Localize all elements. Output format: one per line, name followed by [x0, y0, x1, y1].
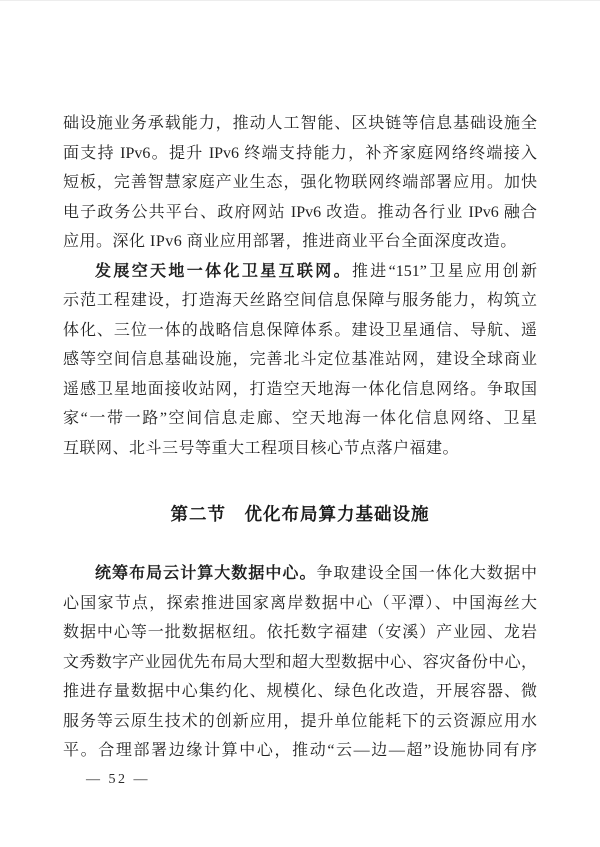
text-line: 遥感卫星地面接收站网，打造空天地海一体化信息网络。争取国 [63, 380, 537, 398]
text-line: 推进存量数据中心集约化、规模化、绿色化改造，开展容器、微 [63, 683, 537, 700]
bold-lead-datacenter: 统筹布局云计算大数据中心。 [95, 565, 317, 582]
text-line: 示范工程建设，打造海天丝路空间信息保障与服务能力，构筑立 [63, 292, 537, 309]
lead-rest-text: 争取建设全国一体化大数据中 [316, 565, 537, 582]
text-line: 心国家节点，探索推进国家离岸数据中心（平潭）、中国海丝大 [63, 594, 537, 612]
text-line: 互联网、北斗三号等重大工程项目核心节点落户福建。 [63, 439, 460, 457]
text-line: 服务等云原生技术的创新应用，提升单位能耗下的云资源应用水 [63, 712, 537, 730]
text-line: 短板，完善智慧家庭产业生态，强化物联网终端部署应用。加快 [63, 174, 537, 191]
section-heading: 第二节 优化布局算力基础设施 [170, 504, 430, 524]
paragraph-satellite-internet [63, 257, 537, 464]
bold-lead-satellite: 发展空天地一体化卫星互联网。 [95, 262, 352, 280]
text-line: 感等空间信息基础设施，完善北斗定位基准站网，建设全球商业 [63, 351, 537, 368]
text-line: 平。合理部署边缘计算中心，推动“云—边—超”设施协同有序 [63, 742, 537, 759]
text-line: 应用。深化 IPv6 商业应用部署，推进商业平台全面深度改造。 [63, 233, 517, 250]
page-number: — 52 — [86, 772, 150, 787]
text-line: 电子政务公共平台、政府网站 IPv6 改造。推动各行业 IPv6 融合 [63, 203, 537, 221]
text-line: 数据中心等一批数据枢纽。依托数字福建（安溪）产业园、龙岩 [63, 624, 537, 641]
text-line: 础设施业务承载能力，推动人工智能、区块链等信息基础设施全 [63, 115, 537, 132]
text-line: 面支持 IPv6。提升 IPv6 终端支持能力，补齐家庭网络终端接入 [63, 144, 537, 162]
text-line: 文秀数字产业园优先布局大型和超大型数据中心、容灾备份中心， [63, 653, 537, 671]
text-line: 体化、三位一体的战略信息保障体系。建设卫星通信、导航、遥 [63, 321, 537, 339]
text-line [63, 559, 537, 589]
lead-rest-text: 推进“151”卫星应用创新 [351, 262, 537, 280]
paragraph-ipv6 [63, 109, 537, 257]
paragraph-datacenter [63, 559, 537, 766]
text-line: 家“一带一路”空间信息走廊、空天地海一体化信息网络、卫星 [63, 410, 537, 427]
text-line [63, 257, 537, 287]
page-content [63, 109, 537, 766]
